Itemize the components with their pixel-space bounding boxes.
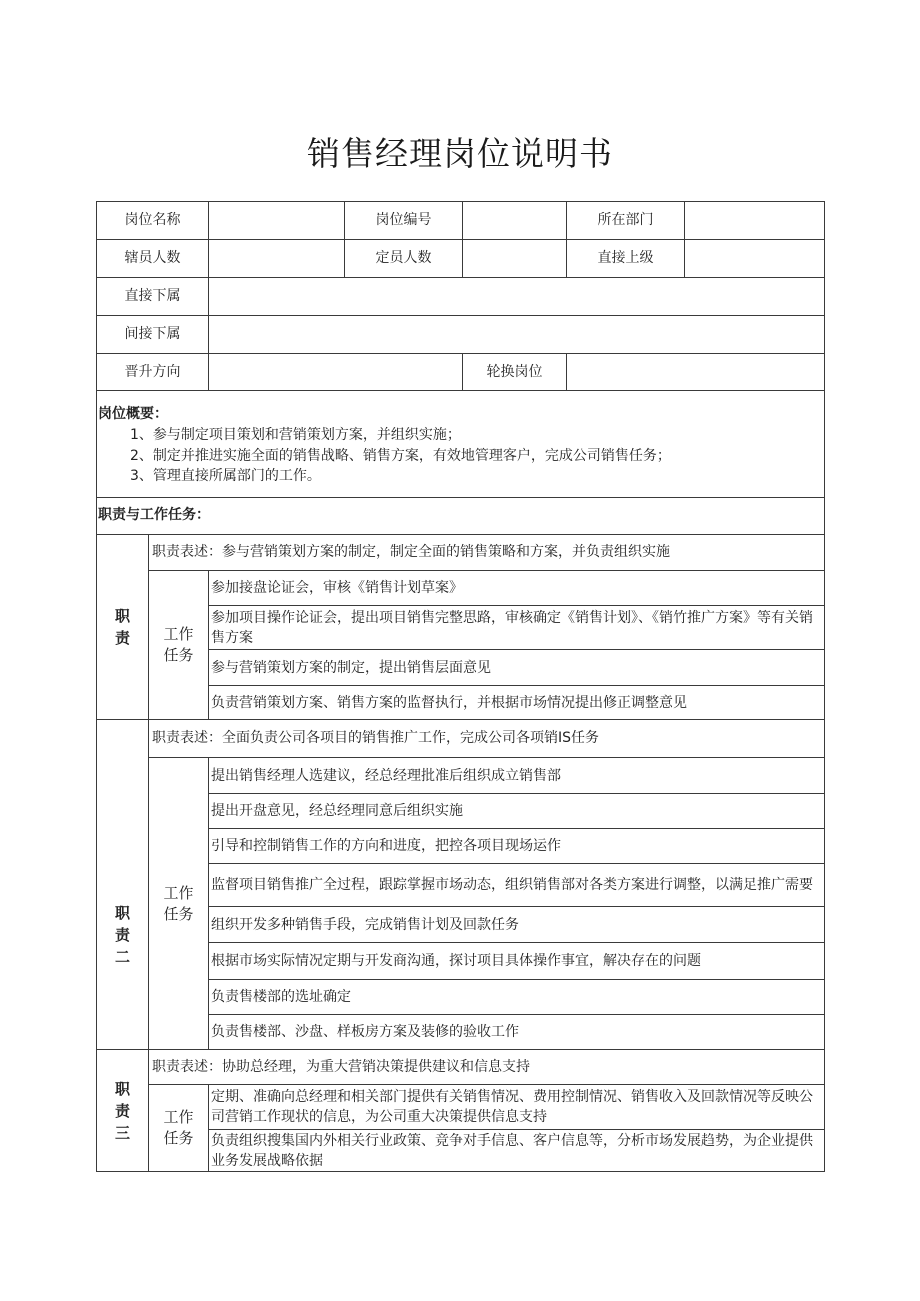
duty3-task: 定期、准确向总经理和相关部门提供有关销售情况、费用控制情况、销售收入及回款情况等反映公司营销工作现状的信息，为公司重大决策提供信息支持 <box>211 1089 813 1125</box>
duty3-label: 职 责 三 <box>114 1079 130 1142</box>
duty3-task: 负责组织搜集国内外相关行业政策、竞争对手信息、客户信息等，分析市场发展趋势，为企业提供业务发展战略依据 <box>211 1132 813 1169</box>
value-promotion[interactable] <box>209 354 462 390</box>
value-indirect-subordinates[interactable] <box>209 316 824 353</box>
label-rotation: 轮换岗位 <box>486 363 543 380</box>
label-position-code: 岗位编号 <box>375 212 432 228</box>
duty2-task: 监督项目销售推广全过程，跟踪掌握市场动态，组织销售部对各类方案进行调整，以满足推广需要 <box>211 877 813 893</box>
duty1-label: 职 责 <box>114 607 130 647</box>
overview-label: 岗位概要： <box>98 406 168 422</box>
duty2-description: 职责表述：全面负责公司各项目的销售推广工作，完成公司各项销IS任务 <box>152 730 600 746</box>
value-direct-superior[interactable] <box>685 240 824 277</box>
duty2-task: 负责售楼部、沙盘、样板房方案及装修的验收工作 <box>211 1024 519 1040</box>
label-department: 所在部门 <box>597 212 654 228</box>
duty2-task: 引导和控制销售工作的方向和进度，把控各项目现场运作 <box>211 838 561 854</box>
duty2-task: 负责售楼部的选址确定 <box>211 989 351 1005</box>
duty1-description: 职责表述：参与营销策划方案的制定，制定全面的销售策略和方案，并负责组织实施 <box>152 544 670 560</box>
duty2-task: 提出销售经理人选建议，经总经理批准后组织成立销售部 <box>211 767 561 784</box>
value-quota[interactable] <box>463 240 566 277</box>
label-staff-count: 辖员人数 <box>124 250 181 266</box>
duty2-task: 根据市场实际情况定期与开发商沟通，探讨项目具体操作事宜，解决存在的问题 <box>211 953 701 969</box>
label-quota: 定员人数 <box>375 250 432 266</box>
label-direct-subordinates: 直接下属 <box>124 288 181 304</box>
duties-label: 职责与工作任务： <box>98 507 210 523</box>
value-position-name[interactable] <box>209 202 344 239</box>
duty1-task: 参加项目操作论证会，提出项目销售完整思路，审核确定《销售计划》、《销竹推广方案》等有关销售方案 <box>211 609 813 646</box>
value-rotation[interactable] <box>567 354 824 390</box>
duty2-task: 组织开发多种销售手段，完成销售计划及回款任务 <box>211 916 519 933</box>
label-direct-superior: 直接上级 <box>597 250 654 266</box>
label-promotion: 晋升方向 <box>124 363 181 380</box>
duty2-task: 提出开盘意见，经总经理同意后组织实施 <box>211 803 463 819</box>
duty3-description: 职责表述：协助总经理，为重大营销决策提供建议和信息支持 <box>152 1058 530 1075</box>
overview-item: 1、参与制定项目策划和营销策划方案，并组织实施； <box>130 427 461 443</box>
value-staff-count[interactable] <box>209 240 344 277</box>
value-department[interactable] <box>685 202 824 239</box>
duty2-task-label: 工作 任务 <box>163 883 194 923</box>
duty1-task: 参与营销策划方案的制定，提出销售层面意见 <box>211 659 491 676</box>
duty1-task: 负责营销策划方案、销售方案的监督执行，并根据市场情况提出修正调整意见 <box>211 694 687 711</box>
value-direct-subordinates[interactable] <box>209 278 824 315</box>
overview-item: 3、管理直接所属部门的工作。 <box>130 468 321 484</box>
overview-item: 2、制定并推进实施全面的销售战略、销售方案，有效地管理客户，完成公司销售任务； <box>130 448 671 464</box>
document-title: 销售经理岗位说明书 <box>307 134 613 173</box>
duty3-task-label: 工作 任务 <box>163 1108 194 1147</box>
duty2-label: 职 责 二 <box>114 903 130 966</box>
label-indirect-subordinates: 间接下属 <box>124 326 181 342</box>
label-position-name: 岗位名称 <box>124 212 181 228</box>
duty1-task-label: 工作 任务 <box>163 625 194 664</box>
duty1-task: 参加接盘论证会，审核《销售计划草案》 <box>211 580 463 596</box>
value-position-code[interactable] <box>463 202 566 239</box>
